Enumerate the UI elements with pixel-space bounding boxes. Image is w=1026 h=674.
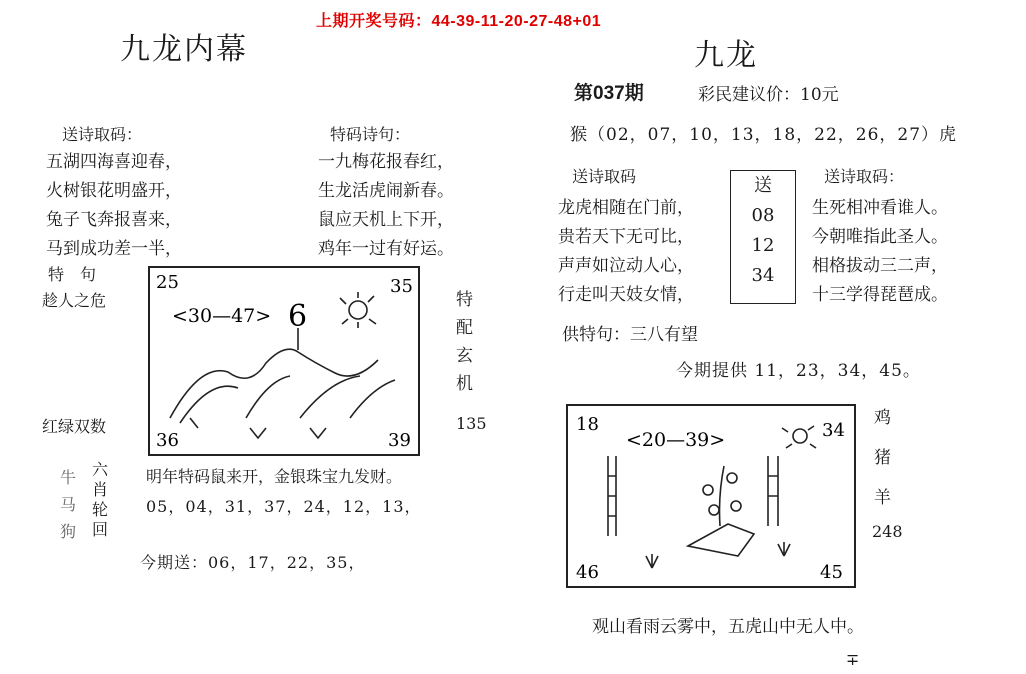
left-side-number: 135 [456, 414, 487, 433]
box-corner-tr: 35 [390, 276, 413, 297]
left-side-chars: 特 配 玄 机 [456, 290, 473, 394]
special-poem-header: 特码诗句： [330, 125, 411, 144]
poem-line: 生龙活虎闹新春。 [318, 181, 454, 201]
right-poem-right [812, 194, 948, 310]
box-corner-tl: 18 [576, 414, 599, 435]
prophecy-line: 明年特码鼠来开，金银珠宝九发财。 [146, 467, 403, 486]
previous-draw-banner: 上期开奖号码：44-39-11-20-27-48+01 [316, 13, 602, 30]
box-range: <30—47> [172, 305, 272, 327]
red-green-label: 红绿双数 [42, 417, 107, 436]
poem-line: 相格拔动三二声， [812, 256, 948, 276]
price: 彩民建议价：10元 [698, 85, 839, 105]
poem-line: 贵若天下无可比， [558, 227, 694, 247]
right-sketch [568, 406, 854, 586]
box-corner-br: 45 [820, 562, 843, 583]
poem-header: 送诗取码： [62, 125, 143, 144]
poem-line: 声声如泣动人心， [558, 256, 694, 276]
box-range: <20—39> [626, 429, 726, 451]
provide-numbers: 今期提供 11，23，34，45。 [676, 361, 921, 381]
poem-line: 兔子飞奔报喜来， [46, 210, 182, 230]
poem-header-left: 送诗取码 [572, 167, 637, 186]
numbers-line: 05，04，31，37，24，12，13， [146, 497, 422, 516]
box-corner-bl: 46 [576, 562, 599, 583]
box-corner-bl: 36 [156, 430, 179, 451]
poem-line: 今朝唯指此圣人。 [812, 227, 948, 247]
issue-number: 第037期 [574, 83, 644, 104]
send-numbers-box: 送 08 12 34 [730, 170, 796, 304]
bottom-verse: 观山看雨云雾中，五虎山中无人中。 [592, 617, 864, 637]
left-title: 九龙内幕 [120, 32, 248, 67]
left-poem [46, 148, 182, 264]
mountain-sketch-icon [170, 328, 395, 438]
poem-line: 火树银花明盛开， [46, 181, 182, 201]
poem-line: 马到成功差一半， [46, 239, 182, 259]
bottom-mid-chars: 六 肖 轮 回 [92, 460, 109, 539]
poem-line: 五湖四海喜迎春， [46, 152, 182, 172]
this-issue-line: 今期送：06，17，22，35， [140, 553, 366, 572]
poem-line: 生死相冲看谁人。 [812, 198, 948, 218]
sun-scribble-icon [340, 292, 376, 328]
special-phrase-label: 特 句 [48, 265, 97, 284]
poem-line: 鼠应天机上下开， [318, 210, 454, 230]
poem-line: 龙虎相随在门前， [558, 198, 694, 218]
bottom-left-chars: 牛 马 狗 [60, 468, 77, 541]
special-phrase: 趁人之危 [42, 291, 107, 310]
poem-line: 鸡年一过有好运。 [318, 239, 454, 259]
left-riddle-box [148, 266, 420, 456]
box-corner-br: 39 [388, 430, 411, 451]
potted-plant-icon [608, 456, 790, 568]
box-corner-tr: 34 [822, 420, 845, 441]
left-sketch [150, 268, 418, 454]
poem-line: 十三学得琵琶成。 [812, 285, 948, 305]
poem-header-right: 送诗取码： [824, 167, 905, 186]
page-mark: ∓ [846, 650, 860, 669]
right-side-number: 248 [872, 522, 903, 541]
box-corner-tl: 25 [156, 272, 179, 293]
right-riddle-box [566, 404, 856, 588]
right-poem-left [558, 194, 694, 310]
box-digit: 6 [288, 299, 308, 334]
poem-line: 行走叫天妓女情， [558, 285, 694, 305]
zodiac-line: 猴（02，07，10，13，18，22，26，27）虎 [570, 125, 958, 145]
special-phrase-right: 供特句：三八有望 [562, 325, 698, 345]
right-side-chars: 鸡 猪 羊 [874, 408, 891, 508]
right-title: 九龙 [694, 38, 758, 73]
special-poem [318, 148, 454, 264]
poem-line: 一九梅花报春红， [318, 152, 454, 172]
sun-scribble-icon [782, 426, 816, 448]
